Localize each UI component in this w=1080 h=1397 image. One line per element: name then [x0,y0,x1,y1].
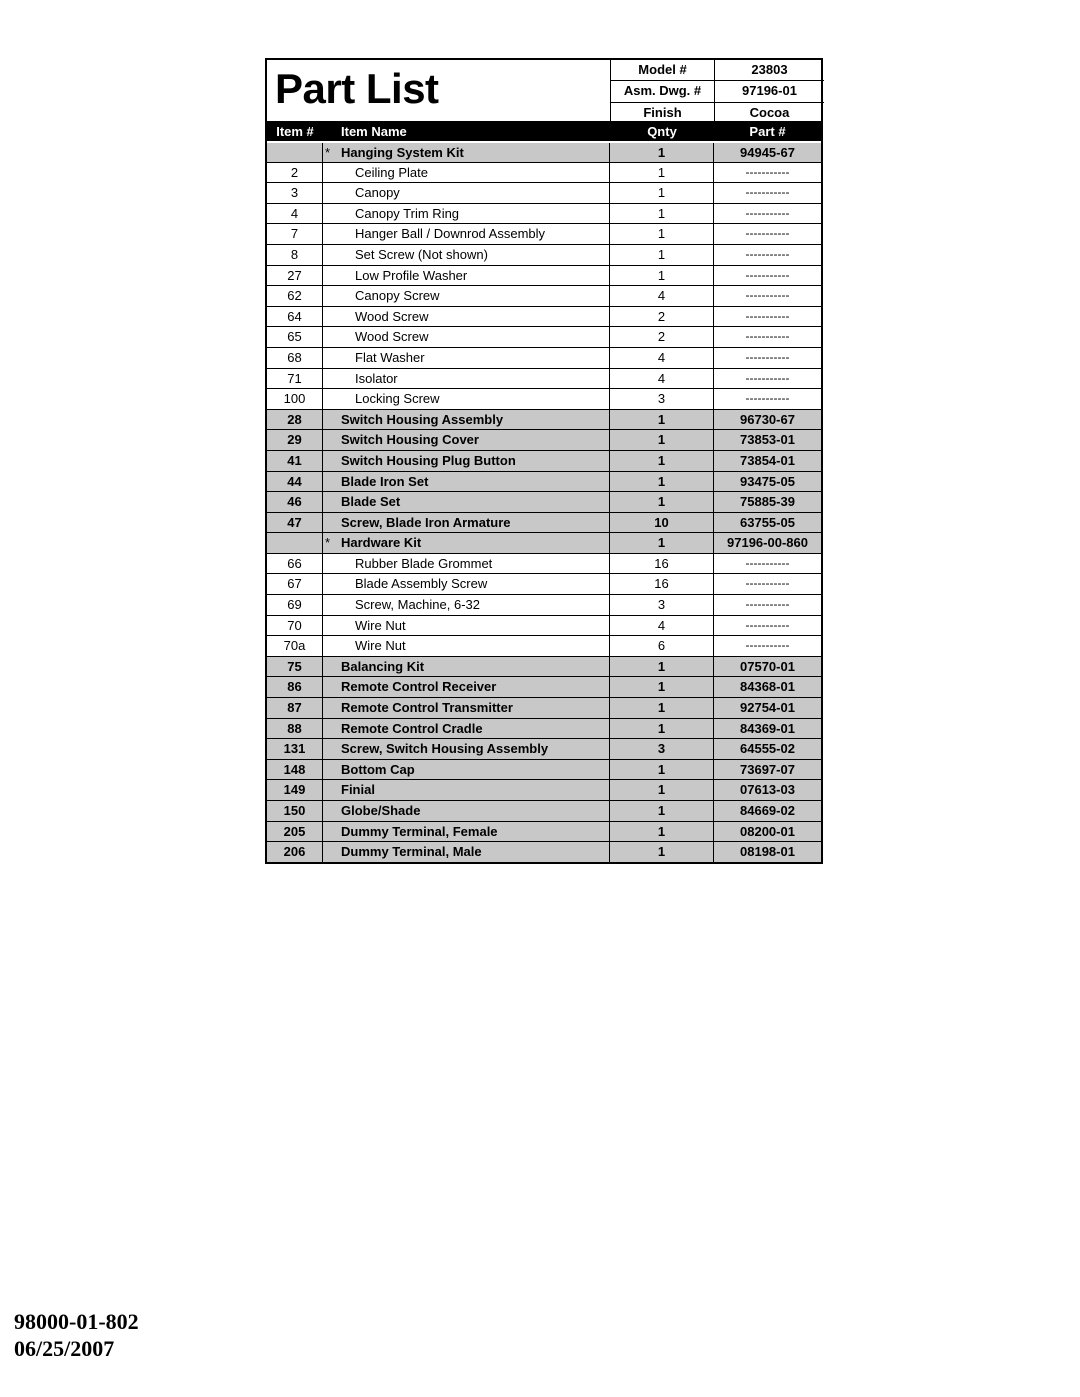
parts-table-body [267,141,821,862]
item-quantity: 3 [610,389,714,409]
item-number: 205 [267,822,323,842]
item-name: Hardware Kit [341,535,422,551]
item-number: 8 [267,245,323,265]
item-name-cell [323,657,610,677]
item-name: Canopy Screw [355,288,440,304]
part-number: 07570-01 [714,657,821,677]
model-info-box [610,60,824,123]
item-name-cell [323,492,610,512]
item-quantity: 1 [610,780,714,800]
meta-label: Asm. Dwg. # [611,81,715,101]
item-quantity: 2 [610,307,714,327]
item-quantity: 4 [610,616,714,636]
table-row [267,409,821,430]
item-quantity: 1 [610,204,714,224]
item-name: Wire Nut [355,638,406,654]
item-number: 67 [267,574,323,594]
table-row [267,388,821,409]
page-title: Part List [275,65,439,112]
item-number: 65 [267,327,323,347]
item-name: Dummy Terminal, Male [341,844,482,860]
item-name-cell [323,616,610,636]
item-name: Switch Housing Cover [341,432,479,448]
column-header-item: Item # [276,123,314,139]
item-quantity: 3 [610,595,714,615]
item-number: 46 [267,492,323,512]
part-number: ----------- [745,246,790,261]
meta-row-asm-dwg [611,81,824,102]
item-name: Bottom Cap [341,761,415,777]
item-quantity: 1 [610,842,714,862]
item-name: Balancing Kit [341,658,425,674]
item-number: 27 [267,266,323,286]
item-name: Blade Set [341,494,401,510]
item-number: 47 [267,513,323,533]
item-number: 131 [267,739,323,759]
item-name-cell [323,245,610,265]
table-row [267,512,821,533]
meta-label: Model # [611,60,715,80]
item-quantity: 1 [610,163,714,183]
table-row [267,491,821,512]
table-row [267,306,821,327]
document-date: 06/25/2007 [14,1336,115,1361]
part-number: 08200-01 [714,822,821,842]
table-row [267,162,821,183]
part-number: ----------- [745,638,790,653]
item-name: Wood Screw [355,329,429,345]
part-number: ----------- [745,391,790,406]
item-name-cell [323,348,610,368]
item-name-cell [323,430,610,450]
item-number: 86 [267,677,323,697]
kit-marker: * [325,535,331,551]
item-quantity: 1 [610,677,714,697]
item-name: Finial [341,782,375,798]
meta-label: Finish [611,103,715,123]
item-name-cell [323,780,610,800]
part-number: ----------- [745,267,790,282]
part-number: 63755-05 [714,513,821,533]
item-name: Canopy [355,185,400,201]
part-number: ----------- [745,185,790,200]
item-name-cell [323,698,610,718]
item-number: 3 [267,183,323,203]
item-name-cell [323,842,610,862]
item-name-cell [323,801,610,821]
item-number: 66 [267,554,323,574]
part-number: 07613-03 [714,780,821,800]
item-name: Remote Control Receiver [341,679,497,695]
item-name-cell [323,513,610,533]
part-number: 73697-07 [714,760,821,780]
item-name: Wood Screw [355,308,429,324]
table-row [267,615,821,636]
table-row [267,800,821,821]
document-number: 98000-01-802 [14,1309,139,1334]
item-name-cell [323,739,610,759]
item-number: 75 [267,657,323,677]
item-name-cell [323,760,610,780]
item-name-cell [323,204,610,224]
table-row [267,265,821,286]
item-name: Screw, Switch Housing Assembly [341,741,549,757]
item-quantity: 1 [610,698,714,718]
item-name: Remote Control Transmitter [341,700,513,716]
table-row [267,553,821,574]
part-number: ----------- [745,205,790,220]
part-number: ----------- [745,164,790,179]
part-number: 92754-01 [714,698,821,718]
part-number: ----------- [745,349,790,364]
item-number: 69 [267,595,323,615]
item-quantity: 10 [610,513,714,533]
item-number [267,143,323,162]
part-number: ----------- [745,329,790,344]
item-name: Flat Washer [355,349,425,365]
item-number: 88 [267,719,323,739]
item-name-cell [323,266,610,286]
table-row [267,676,821,697]
part-list-sheet [265,58,823,864]
item-quantity: 1 [610,430,714,450]
meta-row-finish [611,103,824,123]
part-number: 84369-01 [714,719,821,739]
item-name: Blade Iron Set [341,473,429,489]
part-number: ----------- [745,370,790,385]
item-name-cell [323,183,610,203]
part-number: 84368-01 [714,677,821,697]
table-row [267,718,821,739]
table-row [267,471,821,492]
item-name: Low Profile Washer [355,267,468,283]
item-number: 100 [267,389,323,409]
item-name: Screw, Machine, 6-32 [355,597,481,613]
item-quantity: 16 [610,574,714,594]
table-row [267,635,821,656]
part-number: 08198-01 [714,842,821,862]
item-quantity: 4 [610,286,714,306]
item-quantity: 6 [610,636,714,656]
table-row [267,223,821,244]
item-quantity: 1 [610,410,714,430]
table-row [267,429,821,450]
item-name-cell [323,286,610,306]
meta-value: 23803 [751,62,788,77]
table-row [267,779,821,800]
item-name-cell [323,554,610,574]
meta-value: Cocoa [749,104,790,120]
item-quantity: 4 [610,348,714,368]
item-quantity: 1 [610,143,714,162]
table-row [267,347,821,368]
table-row [267,697,821,718]
item-name: Canopy Trim Ring [355,205,460,221]
item-name-cell [323,533,610,553]
item-name: Isolator [355,370,398,386]
table-row [267,368,821,389]
item-number: 28 [267,410,323,430]
item-quantity: 1 [610,451,714,471]
item-name-cell [323,369,610,389]
part-number: ----------- [745,308,790,323]
item-quantity: 1 [610,533,714,553]
item-name: Switch Housing Plug Button [341,452,516,468]
item-quantity: 1 [610,760,714,780]
item-name-cell [323,224,610,244]
item-quantity: 1 [610,183,714,203]
table-row [267,759,821,780]
item-quantity: 2 [610,327,714,347]
part-number: ----------- [745,555,790,570]
item-number: 4 [267,204,323,224]
kit-marker: * [325,145,331,160]
part-number: ----------- [745,288,790,303]
part-number: 75885-39 [714,492,821,512]
item-name-cell [323,595,610,615]
table-row [267,594,821,615]
item-number: 148 [267,760,323,780]
part-number: ----------- [745,597,790,612]
table-row [267,738,821,759]
item-quantity: 1 [610,472,714,492]
item-quantity: 1 [610,822,714,842]
table-row [267,532,821,553]
item-number: 71 [267,369,323,389]
item-quantity: 1 [610,492,714,512]
item-quantity: 1 [610,719,714,739]
table-row [267,203,821,224]
table-row [267,141,821,162]
table-row [267,450,821,471]
item-name-cell [323,677,610,697]
item-number: 149 [267,780,323,800]
table-row [267,573,821,594]
table-header [267,121,821,141]
item-name-cell [323,719,610,739]
part-number: ----------- [745,576,790,591]
part-list-header [267,60,821,121]
item-name: Blade Assembly Screw [355,576,488,592]
item-quantity: 1 [610,657,714,677]
item-number: 206 [267,842,323,862]
table-row [267,285,821,306]
item-number: 70a [267,636,323,656]
item-number: 64 [267,307,323,327]
item-number: 29 [267,430,323,450]
item-name-cell [323,307,610,327]
table-row [267,244,821,265]
item-name: Locking Screw [355,391,440,407]
part-number: ----------- [745,226,790,241]
item-number [267,533,323,553]
item-name: Globe/Shade [341,803,421,818]
table-row [267,182,821,203]
item-name: Hanging System Kit [341,145,464,160]
part-number: 84669-02 [714,801,821,821]
item-name: Dummy Terminal, Female [341,823,498,839]
item-number: 41 [267,451,323,471]
item-name-cell [323,822,610,842]
item-number: 150 [267,801,323,821]
item-name: Remote Control Cradle [341,720,483,736]
item-quantity: 1 [610,224,714,244]
part-number: 73853-01 [714,430,821,450]
item-quantity: 3 [610,739,714,759]
table-row [267,326,821,347]
part-number: ----------- [745,617,790,632]
item-name-cell [323,327,610,347]
part-number: 96730-67 [714,410,821,430]
part-number: 73854-01 [714,451,821,471]
item-number: 62 [267,286,323,306]
item-name: Ceiling Plate [355,164,428,180]
item-name: Set Screw (Not shown) [355,246,488,262]
item-name-cell [323,389,610,409]
item-name-cell [323,143,610,162]
part-number: 64555-02 [714,739,821,759]
document-footer [14,1308,139,1362]
item-number: 2 [267,163,323,183]
item-quantity: 1 [610,801,714,821]
column-header-qty: Qnty [647,123,677,139]
item-quantity: 4 [610,369,714,389]
column-header-part: Part # [749,123,786,139]
item-number: 87 [267,698,323,718]
item-name: Rubber Blade Grommet [355,555,493,571]
item-number: 7 [267,224,323,244]
item-name: Wire Nut [355,617,406,633]
item-name-cell [323,163,610,183]
table-row [267,656,821,677]
item-name-cell [323,451,610,471]
item-name: Screw, Blade Iron Armature [341,514,511,530]
meta-value: 97196-01 [742,83,797,99]
item-name: Switch Housing Assembly [341,411,504,427]
column-header-name: Item Name [341,123,407,139]
item-quantity: 1 [610,245,714,265]
item-number: 68 [267,348,323,368]
item-number: 70 [267,616,323,636]
item-name-cell [323,636,610,656]
item-number: 44 [267,472,323,492]
table-row [267,821,821,842]
part-number: 94945-67 [714,143,821,162]
part-number: 97196-00-860 [714,533,821,553]
item-name-cell [323,410,610,430]
meta-row-model [611,60,824,81]
item-name-cell [323,574,610,594]
item-quantity: 16 [610,554,714,574]
item-quantity: 1 [610,266,714,286]
item-name: Hanger Ball / Downrod Assembly [355,226,546,242]
part-number: 93475-05 [714,472,821,492]
table-row [267,841,821,862]
item-name-cell [323,472,610,492]
